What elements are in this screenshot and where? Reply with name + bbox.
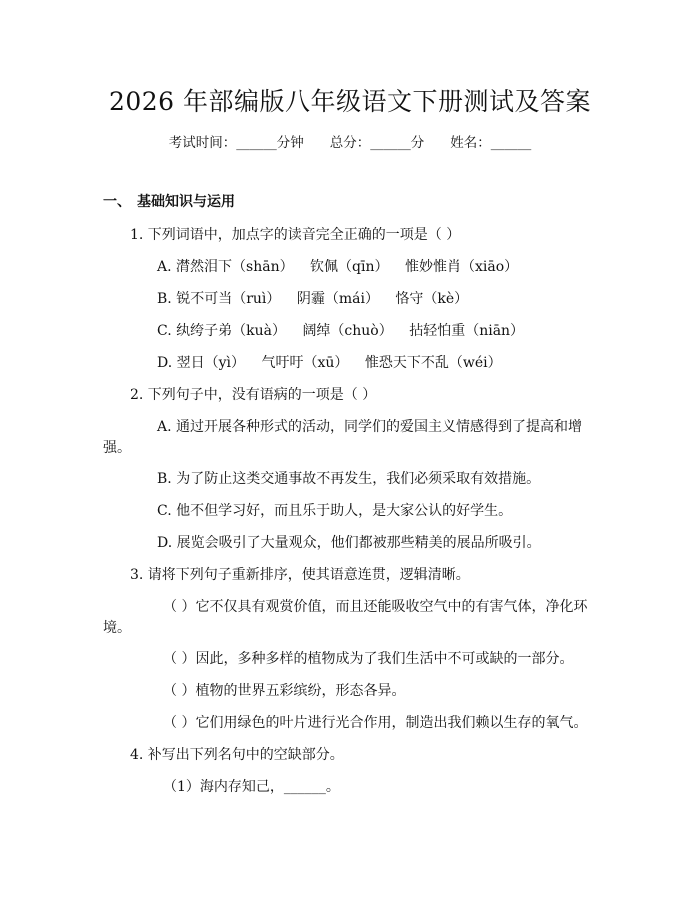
- option-item: 纨绔子弟（kuà）: [176, 323, 286, 339]
- q3-sentence-3: （ ）植物的世界五彩缤纷，形态各异。: [163, 683, 406, 699]
- q3-sentence-1-line1: （ ）它不仅具有观赏价值，而且还能吸收空气中的有害气体，净化环: [163, 599, 588, 615]
- option-item: 惟妙惟肖（xiāo）: [404, 259, 519, 275]
- option-label: A.: [157, 259, 172, 275]
- q2-option-b: B. 为了防止这类交通事故不再发生，我们必须采取有效措施。: [157, 471, 541, 487]
- q2-option-a-line1: A. 通过开展各种形式的活动，同学们的爱国主义情感得到了提高和增: [157, 419, 583, 435]
- q4-item-1: （1）海内存知己，______。: [163, 779, 340, 795]
- q3-sentence-1-line2: 境。: [103, 620, 131, 636]
- exam-time-field: 考试时间：______分钟: [168, 135, 304, 151]
- option-label: C.: [157, 323, 172, 339]
- option-label: B.: [157, 291, 172, 307]
- q2-option-c: C. 他不但学习好，而且乐于助人，是大家公认的好学生。: [157, 503, 513, 519]
- section-title: 基础知识与运用: [137, 194, 235, 210]
- page-title: 2026 年部编版八年级语文下册测试及答案: [108, 87, 592, 116]
- option-item: 翌日（yì）: [176, 355, 246, 371]
- option-item: 钦佩（qīn）: [310, 259, 389, 275]
- q1-option-d: [157, 352, 502, 372]
- section-number: 一、: [103, 194, 131, 210]
- option-item: 阴霾（mái）: [296, 291, 379, 307]
- q2-option-a-line2: 强。: [103, 440, 131, 456]
- section-heading: [103, 191, 235, 211]
- option-item: 锐不可当（ruì）: [176, 291, 281, 307]
- question-1-stem: 1. 下列词语中，加点字的读音完全正确的一项是（ ）: [130, 227, 461, 243]
- option-item: 潸然泪下（shān）: [176, 259, 294, 275]
- option-item: 拈轻怕重（niān）: [409, 323, 525, 339]
- option-item: 气吁吁（xū）: [261, 355, 349, 371]
- q3-sentence-2: （ ）因此，多种多样的植物成为了我们生活中不可或缺的一部分。: [163, 651, 574, 667]
- q1-option-c: [157, 320, 524, 340]
- q3-sentence-4: （ ）它们用绿色的叶片进行光合作用，制造出我们赖以生存的氧气。: [163, 715, 588, 731]
- option-item: 恪守（kè）: [395, 291, 469, 307]
- question-4-stem: 4. 补写出下列名句中的空缺部分。: [130, 747, 344, 763]
- question-2-stem: 2. 下列句子中，没有语病的一项是（ ）: [130, 387, 377, 403]
- question-3-stem: 3. 请将下列句子重新排序，使其语意连贯，逻辑清晰。: [130, 567, 470, 583]
- option-item: 惟恐天下不乱（wéi）: [364, 355, 502, 371]
- option-item: 阔绰（chuò）: [302, 323, 393, 339]
- q2-option-d: D. 展览会吸引了大量观众，他们都被那些精美的展品所吸引。: [157, 535, 541, 551]
- q1-option-b: [157, 288, 468, 308]
- option-label: D.: [157, 355, 173, 371]
- q1-option-a: [157, 256, 518, 276]
- student-name-field: 姓名：______: [450, 135, 532, 151]
- total-score-field: 总分：______分: [329, 135, 425, 151]
- exam-meta: [0, 131, 700, 151]
